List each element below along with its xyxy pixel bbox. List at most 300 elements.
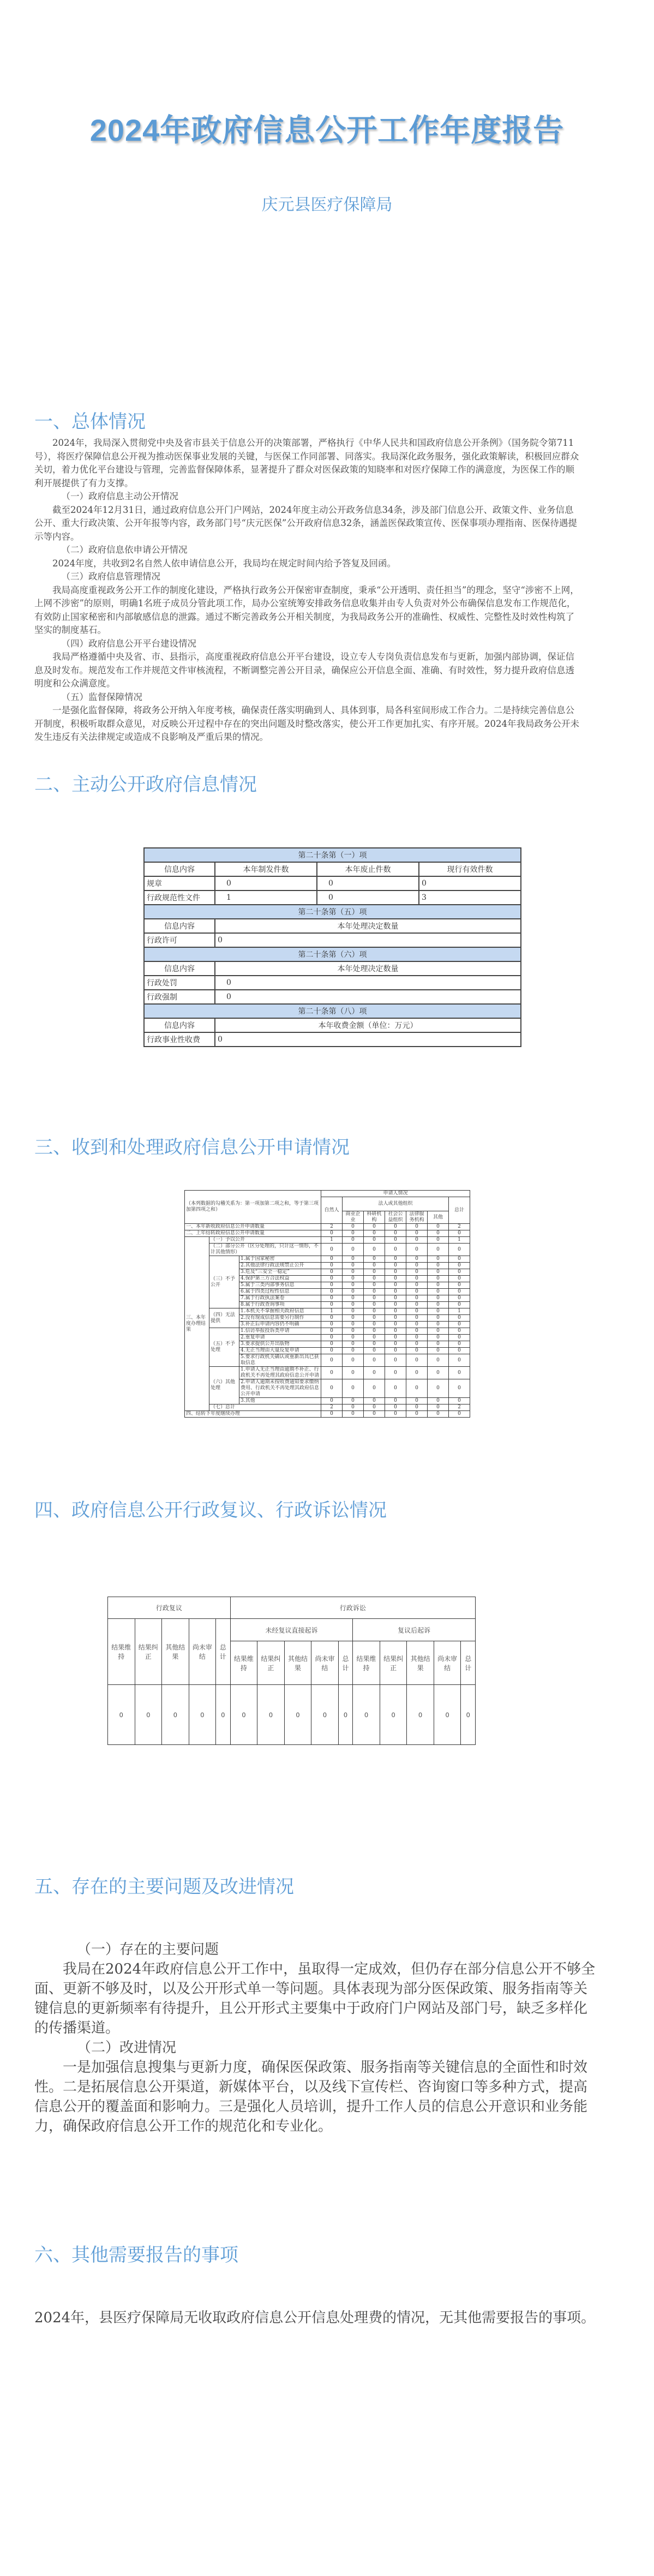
- value-cell: 0: [449, 1411, 470, 1418]
- value-cell: 0: [428, 1411, 449, 1418]
- value-cell: 0: [449, 1398, 470, 1404]
- value-cell: 0: [321, 1411, 343, 1418]
- cell: 行政事业性收费: [144, 1032, 215, 1047]
- value-cell: 0: [449, 1263, 470, 1269]
- value-cell: 0: [108, 1685, 135, 1745]
- value-cell: 0: [385, 1404, 406, 1411]
- section-5-body: [34, 1940, 596, 2136]
- col-header: 商业企业: [343, 1211, 364, 1224]
- value-cell: 2: [449, 1224, 470, 1230]
- value-cell: 0: [449, 1348, 470, 1354]
- value-cell: 0: [385, 1328, 406, 1335]
- value-cell: 0: [189, 1685, 216, 1745]
- row-label: 2.重复申请: [239, 1335, 321, 1341]
- paragraph: 一是强化监督保障，将政务公开纳入年度考核，确保责任落实明确到人、具体到事，局各科室间形成工作合力。二是持续完善信息公开制度，积极听取群众意见，对反映公开过程中存在的突出问题及时整改落实，使公开工作更加扎实、有序开展。2024年我局政务公开未发生违反有关法律规定或造成不良影响及严重后果的情况。: [34, 705, 579, 742]
- col-header: 社会公益组织: [385, 1211, 406, 1224]
- section-3-heading: 三、收到和处理政府信息公开申请情况: [34, 1137, 350, 1158]
- value-cell: 0: [406, 1348, 428, 1354]
- value-cell: 0: [406, 1282, 428, 1289]
- col-header: 本年处理决定数量: [215, 919, 521, 933]
- value-cell: 0: [385, 1335, 406, 1341]
- group-header: 第二十条第（六）项: [144, 947, 521, 961]
- value-cell: 0: [428, 1237, 449, 1244]
- value-cell: 0: [364, 1379, 385, 1398]
- col-header: 结果纠正: [257, 1641, 285, 1685]
- value-cell: 0: [364, 1341, 385, 1348]
- table-row: [185, 1230, 470, 1237]
- value-cell: 0: [257, 1685, 285, 1745]
- value-cell: 0: [364, 1411, 385, 1418]
- col-header: 自然人: [321, 1197, 343, 1224]
- col-header: 结果纠正: [380, 1641, 407, 1685]
- value-cell: 0: [311, 1685, 339, 1745]
- cell: 行政强制: [144, 990, 215, 1004]
- col-header: 本年制发件数: [215, 862, 317, 876]
- value-cell: 0: [338, 1685, 353, 1745]
- value-cell: 0: [343, 1379, 364, 1398]
- value-cell: 0: [343, 1256, 364, 1263]
- subheading: （二）改进情况: [77, 2040, 177, 2056]
- subheading: （三）政府信息管理情况: [61, 571, 160, 582]
- value-cell: 0: [449, 1295, 470, 1302]
- value-cell: 0: [406, 1398, 428, 1404]
- row-label: 5.属于三类内部事务信息: [239, 1282, 321, 1289]
- row-label: 2.其他法律行政法规禁止公开: [239, 1263, 321, 1269]
- value-cell: 0: [343, 1244, 364, 1256]
- section-4-heading: 四、政府信息公开行政复议、行政诉讼情况: [34, 1500, 387, 1521]
- report-title: 2024年政府信息公开工作年度报告: [89, 113, 565, 147]
- value-cell: 0: [428, 1315, 449, 1322]
- col-header: 结果维持: [108, 1619, 135, 1685]
- report-org: 庆元县医疗保障局: [261, 196, 393, 214]
- value-cell: 0: [406, 1244, 428, 1256]
- value-cell: 0: [364, 1404, 385, 1411]
- cell: 0: [215, 1032, 521, 1047]
- paragraph: 我局高度重视政务公开工作的制度化建设，严格执行政务公开保密审查制度，秉承“公开透明、责任担当”的理念，坚守“涉密不上网，上网不涉密”的原则，明确1名班子成员分管此项工作，局办公室统筹安排政务信息收集并由专人负责对外公布确保信息发布工作规范化，有效防止国家秘密和内部敏感信息的泄露。通过不断完善政务公开相关制度，为我局政务公开的准确性、权威性、完整性及时效性构筑了坚实的制度基石。: [34, 584, 579, 635]
- value-cell: 0: [343, 1282, 364, 1289]
- value-cell: 0: [385, 1244, 406, 1256]
- value-cell: 0: [343, 1411, 364, 1418]
- row-label: 1.本机关不掌握相关政府信息: [239, 1308, 321, 1315]
- value-cell: 0: [428, 1256, 449, 1263]
- value-cell: 0: [428, 1398, 449, 1404]
- value-cell: 0: [406, 1341, 428, 1348]
- table-row: [144, 890, 521, 905]
- review-litigation-table: [107, 1597, 476, 1745]
- value-cell: 0: [321, 1348, 343, 1354]
- row-label: 2.没有现成信息需要另行制作: [239, 1315, 321, 1322]
- value-cell: 0: [364, 1289, 385, 1295]
- value-cell: 0: [461, 1685, 476, 1745]
- value-cell: 0: [321, 1269, 343, 1276]
- value-cell: 0: [406, 1276, 428, 1282]
- value-cell: 0: [364, 1244, 385, 1256]
- subheading: （五）监督保障情况: [61, 691, 142, 702]
- value-cell: 0: [343, 1404, 364, 1411]
- value-cell: 0: [343, 1341, 364, 1348]
- value-cell: 2: [321, 1224, 343, 1230]
- col-header: 法律服务机构: [406, 1211, 428, 1224]
- col-header: 信息内容: [144, 1018, 215, 1032]
- col-header: 信息内容: [144, 961, 215, 976]
- subheading: （二）政府信息依申请公开情况: [61, 545, 188, 555]
- value-cell: 0: [216, 1685, 231, 1745]
- value-cell: 0: [321, 1230, 343, 1237]
- table-row: [185, 1224, 470, 1230]
- value-cell: 0: [385, 1308, 406, 1315]
- paragraph: 2024年度，共收到2名自然人依申请信息公开，我局均在规定时间内给予答复及回函。: [52, 558, 396, 569]
- value-cell: 0: [434, 1685, 461, 1745]
- value-cell: 0: [364, 1354, 385, 1367]
- value-cell: 0: [364, 1263, 385, 1269]
- value-cell: 0: [449, 1315, 470, 1322]
- value-cell: 0: [364, 1322, 385, 1328]
- col-header: 其他结果: [162, 1619, 189, 1685]
- col-header: 总计: [338, 1641, 353, 1685]
- row-label: 1.属于国家秘密: [239, 1256, 321, 1263]
- value-cell: 2: [321, 1404, 343, 1411]
- row-label: 3.补正后申请内容仍不明确: [239, 1322, 321, 1328]
- cell: 0: [317, 876, 419, 890]
- value-cell: 0: [449, 1269, 470, 1276]
- value-cell: 0: [449, 1335, 470, 1341]
- table-row: [144, 990, 521, 1004]
- value-cell: 0: [364, 1348, 385, 1354]
- value-cell: 0: [284, 1685, 311, 1745]
- value-cell: 0: [428, 1289, 449, 1295]
- table-row: [185, 1328, 470, 1335]
- value-cell: 0: [406, 1302, 428, 1308]
- value-cell: 0: [385, 1282, 406, 1289]
- value-cell: 0: [428, 1341, 449, 1348]
- col-header: 尚未审结: [434, 1641, 461, 1685]
- col-header: 行政诉讼: [230, 1597, 475, 1619]
- value-cell: 0: [321, 1315, 343, 1322]
- value-cell: 0: [385, 1367, 406, 1379]
- value-cell: 0: [406, 1367, 428, 1379]
- cell: 1: [215, 890, 317, 905]
- value-cell: 0: [380, 1685, 407, 1745]
- value-cell: 0: [385, 1295, 406, 1302]
- value-cell: 0: [364, 1230, 385, 1237]
- value-cell: 0: [385, 1341, 406, 1348]
- value-cell: 0: [449, 1328, 470, 1335]
- value-cell: 0: [428, 1328, 449, 1335]
- value-cell: 0: [406, 1289, 428, 1295]
- section-1-body: [34, 437, 580, 744]
- col-header: 总计: [216, 1619, 231, 1685]
- value-cell: 0: [428, 1322, 449, 1328]
- paragraph: 我局严格遵循中央及省、市、县指示，高度重视政府信息公开平台建设，设立专人专岗负责信息发布与更新，加强内部协调，保证信息及时发布。规范发布工作并规范文件审核流程，不断调整完善公开目录，确保应公开信息全面、准确、有时效性，努力提升政府信息透明度和公众满意度。: [34, 652, 574, 689]
- value-cell: 0: [321, 1256, 343, 1263]
- col-header: 信息内容: [144, 919, 215, 933]
- col-header: 复议后起诉: [353, 1619, 476, 1641]
- value-cell: 0: [385, 1289, 406, 1295]
- table-row: [185, 1244, 470, 1256]
- value-cell: 0: [385, 1224, 406, 1230]
- value-cell: 0: [449, 1322, 470, 1328]
- cell: 0: [215, 990, 521, 1004]
- value-cell: 0: [321, 1335, 343, 1341]
- value-cell: 0: [343, 1224, 364, 1230]
- value-cell: 0: [449, 1282, 470, 1289]
- cell: 0: [317, 890, 419, 905]
- value-cell: 0: [406, 1322, 428, 1328]
- value-cell: 0: [364, 1269, 385, 1276]
- value-cell: 0: [428, 1244, 449, 1256]
- row-label: 三、本年度办理结果: [185, 1237, 209, 1411]
- group-header: 第二十条第（五）项: [144, 905, 521, 919]
- col-header: 尚未审结: [311, 1641, 339, 1685]
- value-cell: 0: [385, 1237, 406, 1244]
- col-header: 本年废止件数: [317, 862, 419, 876]
- table-row: [144, 876, 521, 890]
- value-cell: 0: [364, 1328, 385, 1335]
- value-cell: 0: [385, 1379, 406, 1398]
- value-cell: 0: [406, 1379, 428, 1398]
- section-6-heading: 六、其他需要报告的事项: [34, 2245, 238, 2266]
- paragraph: 截至2024年12月31日，通过政府信息公开门户网站，2024年度主动公开政务信息34条，涉及部门信息公开、政策文件、业务信息公开、重大行政决策、公开年报等内容，政务部门号“庆元医保”公开政府信息32条，涵盖医保政策宣传、医保事项办理指南、医保待遇提示等内容。: [34, 504, 577, 542]
- value-cell: 0: [406, 1224, 428, 1230]
- value-cell: 0: [428, 1224, 449, 1230]
- row-label: 4.保护第三方合法权益: [239, 1276, 321, 1282]
- row-label: （三）不予公开: [209, 1256, 239, 1308]
- value-cell: 0: [449, 1230, 470, 1237]
- row-label: 1.申请人无正当理由逾期不补正、行政机关不再处理其政府信息公开申请: [239, 1367, 321, 1379]
- value-cell: 0: [364, 1256, 385, 1263]
- value-cell: 0: [406, 1263, 428, 1269]
- value-cell: 0: [428, 1302, 449, 1308]
- value-cell: 0: [406, 1404, 428, 1411]
- value-cell: 0: [428, 1230, 449, 1237]
- paragraph: 2024年，我局深入贯彻党中央及省市县关于信息公开的决策部署，严格执行《中华人民共和国政府信息公开条例》（国务院令第711号），将医疗保障信息公开视为推动医保事业发展的关键，与医保工作同部署、同落实。我局深化政务服务，强化政策解读，积极回应群众关切，着力优化平台建设与管理，完善监督保障体系，显著提升了群众对医保政策的知晓率和对医疗保障工作的满意度，为医保工作的顺利开展提供了有力支撑。: [34, 438, 579, 488]
- value-cell: 0: [385, 1230, 406, 1237]
- row-label: 3.其他: [239, 1398, 321, 1404]
- paragraph: 2024年，县医疗保障局无收取政府信息公开信息处理费的情况，无其他需要报告的事项。: [34, 2310, 596, 2326]
- row-label: （七）总计: [209, 1404, 321, 1411]
- value-cell: 0: [406, 1295, 428, 1302]
- value-cell: 0: [343, 1289, 364, 1295]
- value-cell: 0: [449, 1276, 470, 1282]
- col-header: 结果维持: [230, 1641, 257, 1685]
- value-cell: 0: [321, 1322, 343, 1328]
- value-cell: 0: [449, 1256, 470, 1263]
- value-cell: 0: [449, 1289, 470, 1295]
- value-cell: 0: [364, 1315, 385, 1322]
- value-cell: 0: [364, 1276, 385, 1282]
- value-cell: 0: [385, 1398, 406, 1404]
- col-header: 结果纠正: [135, 1619, 162, 1685]
- paragraph: 我局在2024年政府信息公开工作中，虽取得一定成效，但仍存在部分信息公开不够全面、更新不够及时，以及公开形式单一等问题。具体表现为部分医保政策、服务指南等关键信息的更新频率有待提升，且公开形式主要集中于政府门户网站及部门号，缺乏多样化的传播渠道。: [34, 1961, 596, 2036]
- value-cell: 0: [364, 1367, 385, 1379]
- row-label: 7.属于行政执法案卷: [239, 1295, 321, 1302]
- table-row: [185, 1308, 470, 1315]
- value-cell: 0: [385, 1276, 406, 1282]
- value-cell: 0: [321, 1276, 343, 1282]
- table-row: [144, 933, 521, 947]
- value-cell: 0: [321, 1302, 343, 1308]
- value-cell: 0: [385, 1348, 406, 1354]
- value-cell: 0: [428, 1276, 449, 1282]
- col-header: 未经复议直接起诉: [230, 1619, 353, 1641]
- application-handling-table: [184, 1190, 470, 1418]
- row-label: 4.无正当理由大量反复申请: [239, 1348, 321, 1354]
- cell: 行政许可: [144, 933, 215, 947]
- value-cell: 0: [385, 1354, 406, 1367]
- value-cell: 0: [385, 1315, 406, 1322]
- value-cell: 0: [428, 1404, 449, 1411]
- row-label: （一）予以公开: [209, 1237, 321, 1244]
- table-row: [185, 1411, 470, 1418]
- value-cell: 0: [343, 1263, 364, 1269]
- value-cell: 0: [162, 1685, 189, 1745]
- value-cell: 0: [406, 1315, 428, 1322]
- value-cell: 1: [449, 1237, 470, 1244]
- value-cell: 2: [449, 1404, 470, 1411]
- value-cell: 0: [353, 1685, 380, 1745]
- value-cell: 0: [321, 1244, 343, 1256]
- row-label: （二）部分公开（区分处理的，只计这一情形，不计其他情形）: [209, 1244, 321, 1256]
- value-cell: 0: [343, 1398, 364, 1404]
- value-cell: 0: [449, 1354, 470, 1367]
- row-label: 3.要求提供公开出版物: [239, 1341, 321, 1348]
- col-header: 总计: [449, 1197, 470, 1224]
- value-cell: 0: [449, 1244, 470, 1256]
- value-cell: 0: [321, 1367, 343, 1379]
- col-header: 法人或其他组织: [343, 1197, 449, 1211]
- value-cell: 0: [406, 1230, 428, 1237]
- value-cell: 0: [343, 1367, 364, 1379]
- value-cell: 0: [406, 1269, 428, 1276]
- table-row: [144, 976, 521, 990]
- row-label: （六）其他处理: [209, 1367, 239, 1404]
- paragraph: 一是加强信息搜集与更新力度，确保医保政策、服务指南等关键信息的全面性和时效性。二是拓展信息公开渠道，新媒体平台，以及线下宣传栏、咨询窗口等多种方式，提高信息公开的覆盖面和影响力。三是强化人员培训，提升工作人员的信息公开意识和业务能力，确保政府信息公开工作的规范化和专业化。: [34, 2059, 588, 2135]
- value-cell: 0: [385, 1263, 406, 1269]
- col-header: 信息内容: [144, 862, 215, 876]
- cell: 0: [215, 933, 521, 947]
- group-header: 第二十条第（一）项: [144, 848, 521, 862]
- cell: 0: [215, 976, 521, 990]
- value-cell: 1: [321, 1237, 343, 1244]
- value-cell: 0: [364, 1295, 385, 1302]
- value-cell: 0: [321, 1398, 343, 1404]
- value-cell: 0: [449, 1341, 470, 1348]
- value-cell: 0: [321, 1328, 343, 1335]
- table-row: [144, 1032, 521, 1047]
- col-header: 总计: [461, 1641, 476, 1685]
- value-cell: 0: [406, 1354, 428, 1367]
- section-5-heading: 五、存在的主要问题及改进情况: [34, 1876, 294, 1897]
- value-cell: 0: [364, 1308, 385, 1315]
- value-cell: 0: [385, 1302, 406, 1308]
- row-label: 1.信访举报投诉类申请: [239, 1328, 321, 1335]
- value-cell: 0: [428, 1379, 449, 1398]
- row-label: 8.属于行政查询事项: [239, 1302, 321, 1308]
- cell: 0: [419, 876, 521, 890]
- value-cell: 0: [321, 1289, 343, 1295]
- section-2-heading: 二、主动公开政府信息情况: [34, 774, 257, 795]
- value-cell: 1: [449, 1308, 470, 1315]
- cell: 规章: [144, 876, 215, 890]
- value-cell: 0: [449, 1367, 470, 1379]
- row-label: （五）不予处理: [209, 1328, 239, 1367]
- table-row: [185, 1404, 470, 1411]
- value-cell: 1: [321, 1308, 343, 1315]
- table-row: [185, 1237, 470, 1244]
- value-cell: 0: [321, 1341, 343, 1348]
- col-header: 其他结果: [407, 1641, 434, 1685]
- value-cell: 0: [343, 1335, 364, 1341]
- row-label: 2.申请人逾期未按收费通知要求缴纳费用、行政机关不再处理其政府信息公开申请: [239, 1379, 321, 1398]
- value-cell: 0: [321, 1354, 343, 1367]
- value-cell: 0: [364, 1335, 385, 1341]
- value-cell: 0: [364, 1224, 385, 1230]
- col-header: 其他结果: [284, 1641, 311, 1685]
- value-cell: 0: [321, 1295, 343, 1302]
- value-cell: 0: [449, 1302, 470, 1308]
- row-label: 四、结转下年度继续办理: [185, 1411, 321, 1418]
- value-cell: 0: [343, 1230, 364, 1237]
- cell: 行政处罚: [144, 976, 215, 990]
- value-cell: 0: [385, 1322, 406, 1328]
- cell: 行政规范性文件: [144, 890, 215, 905]
- value-cell: 0: [364, 1282, 385, 1289]
- value-cell: 0: [406, 1411, 428, 1418]
- subheading: （一）政府信息主动公开情况: [61, 491, 178, 501]
- value-cell: 0: [428, 1263, 449, 1269]
- value-cell: 0: [428, 1308, 449, 1315]
- col-header: 本年收费金额（单位：万元）: [215, 1018, 521, 1032]
- value-cell: 0: [428, 1335, 449, 1341]
- value-cell: 0: [343, 1276, 364, 1282]
- col-header: 科研机构: [364, 1211, 385, 1224]
- cell: 0: [215, 876, 317, 890]
- group-header: 第二十条第（八）项: [144, 1004, 521, 1018]
- value-cell: 0: [406, 1308, 428, 1315]
- value-cell: 0: [385, 1256, 406, 1263]
- value-cell: 0: [343, 1269, 364, 1276]
- value-cell: 0: [407, 1685, 434, 1745]
- value-cell: 0: [343, 1302, 364, 1308]
- subheading: （四）政府信息公开平台建设情况: [61, 638, 196, 649]
- col-header: 尚未审结: [189, 1619, 216, 1685]
- value-cell: 0: [230, 1685, 257, 1745]
- value-cell: 0: [321, 1263, 343, 1269]
- row-label: 一、本年新收政府信息公开申请数量: [185, 1224, 321, 1230]
- value-cell: 0: [385, 1411, 406, 1418]
- value-cell: 0: [406, 1328, 428, 1335]
- value-cell: 0: [343, 1237, 364, 1244]
- col-header: 现行有效件数: [419, 862, 521, 876]
- row-label: 6.属于四类过程性信息: [239, 1289, 321, 1295]
- subheading: （一）存在的主要问题: [77, 1941, 219, 1958]
- row-label: 5.要求行政机关确认或重新出具已获取信息: [239, 1354, 321, 1367]
- row-label: 二、上年结转政府信息公开申请数量: [185, 1230, 321, 1237]
- proactive-disclosure-table: [143, 847, 521, 1047]
- value-cell: 0: [321, 1379, 343, 1398]
- value-cell: 0: [428, 1282, 449, 1289]
- value-cell: 0: [343, 1354, 364, 1367]
- value-cell: 0: [385, 1269, 406, 1276]
- value-cell: 0: [343, 1315, 364, 1322]
- value-cell: 0: [343, 1308, 364, 1315]
- value-cell: 0: [364, 1302, 385, 1308]
- value-cell: 0: [406, 1335, 428, 1341]
- value-cell: 0: [364, 1398, 385, 1404]
- table-row: [185, 1367, 470, 1379]
- value-cell: 0: [449, 1379, 470, 1398]
- section-1-heading: 一、总体情况: [34, 411, 146, 432]
